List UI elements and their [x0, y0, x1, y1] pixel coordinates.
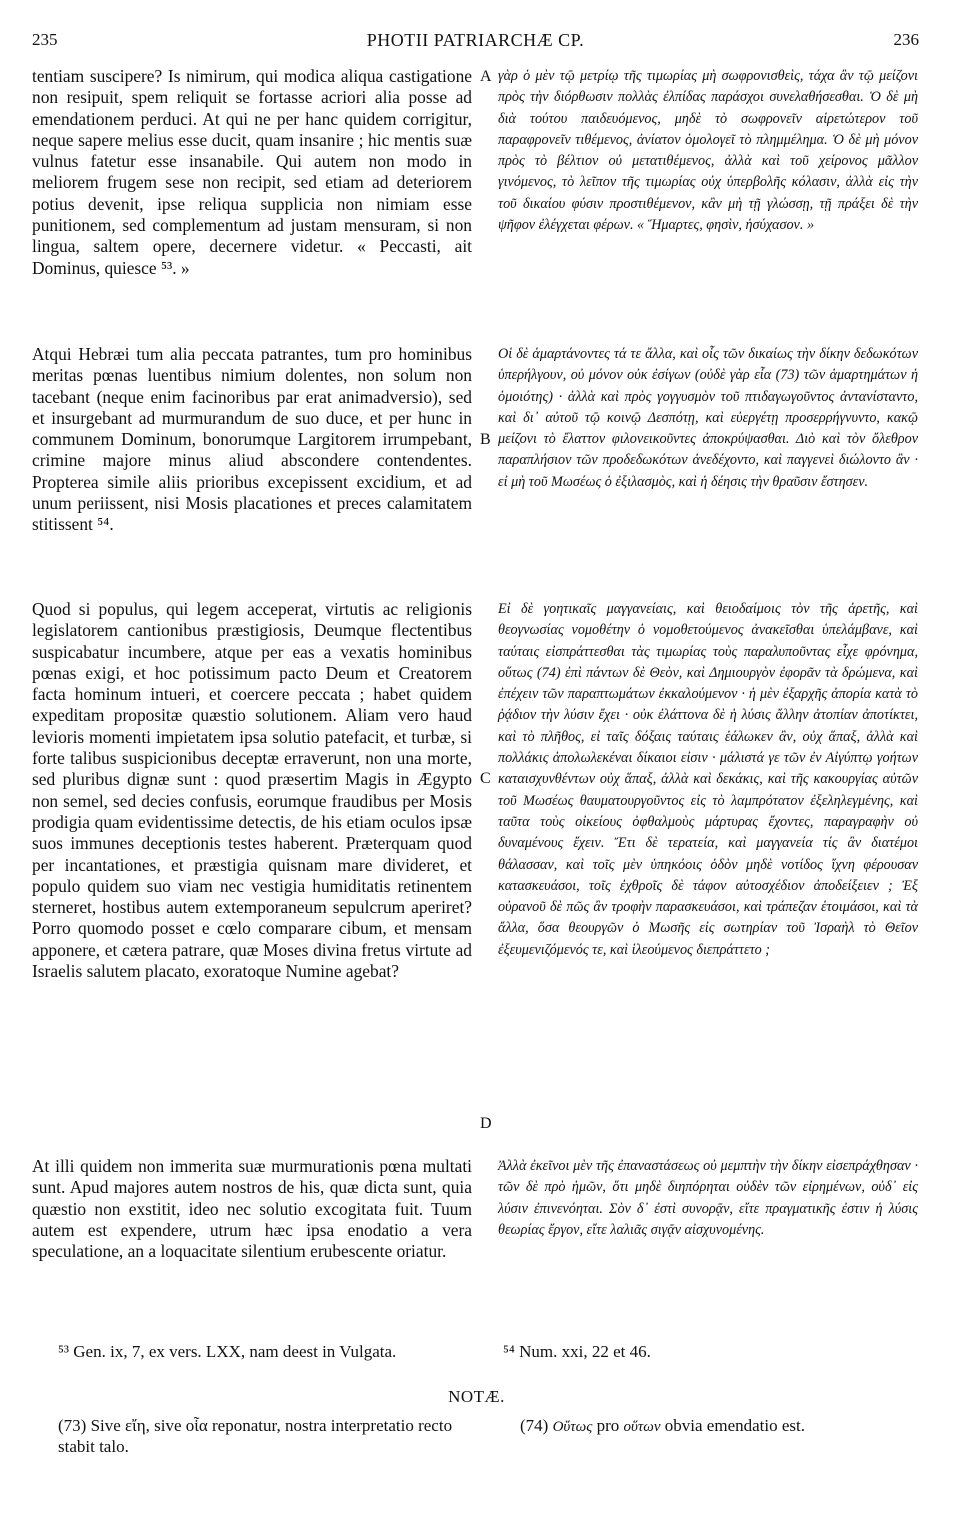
- note-74-text: obvia emendatio est.: [660, 1416, 805, 1435]
- note-74-number: (74): [520, 1416, 553, 1435]
- margin-marker-d: D: [480, 1115, 492, 1132]
- note-74: [520, 1415, 920, 1438]
- page-number-left: 235: [32, 30, 58, 49]
- greek-paragraph-4: Ἀλλὰ ἐκεῖνοι μὲν τῆς ἐπαναστάσεως οὐ μεμπτὴν τὴν δίκην εἰσεπράχθησαν · τῶν δὲ πρὸ ἡμῶν, ὅτι μηδὲ διηπόρηται οὐδὲν τῶν εἰρημένων, οὐδ᾽ εἰς λύσιν ἐπινενόηται. Σὸν δ᾽ ἐστὶ συνορᾷν, εἴτε πραγματικῆς ἐστιν ἡ λύσις θεωρίας ἔργον, εἴτε λαλιᾶς σιγᾷν αἰσχυνομένης.: [498, 1158, 918, 1238]
- latin-paragraph-4: At illi quidem non immerita suæ murmurationis pœna multati sunt. Apud majores autem nostros de his, quæ dicta sunt, quia quæstio non exstitit, ideo nec solutio excogitata fuit. Tuum autem est expendere, utrum hæc ipsa enodatio a vera speculatione, an a loquacitate silentium erubescente oriatur.: [32, 1156, 472, 1262]
- note-74-greek-word-2: οὕτων: [623, 1419, 661, 1435]
- margin-marker-a: A: [480, 68, 492, 85]
- note-74-greek-word-1: Οὕτως: [552, 1419, 593, 1435]
- greek-paragraph-3: Εἰ δὲ γοητικαῖς μαγγανείαις, καὶ θειοδαίμοις τὸν τῆς ἀρετῆς, καὶ θεογνωσίας νομοθέτην ὁ νομοθετούμενος ἀνακεῖσθαι ὑπελάμβανε, καὶ ταύταις εἰσπράττεσθαι τὰς τιμωρίας τοὺς παραλυποῦντας εἶχε φρόνημα, οὕτως (74) ἐπὶ πάντων δὲ Θεὸν, καὶ Δημιουργὸν ἐφορᾶν τὰ δρώμενα, καὶ ἐπέχειν τῶν παραπτωμάτων ἐκκαλούμενον · ἡ μὲν ἐξαρχῆς ἀπορία κατὰ τὸ ῥᾴδιον τὴν λύσιν ἔχει · οὐκ ἐλάττονα δὲ ἡ λύσις ἄλλην ἀτοπίαν ἀποτίκτει, καὶ τὸ πλῆθος, εἰ ταῖς δόξαις ταύταις ἑάλωκεν ἂν, οὐχ ἅπαξ, ἀλλὰ καὶ πολλάκις ἀπολωλεκέναι δίκαιοι εἰσιν · μάλιστά γε τῶν ἐν Αἰγύπτῳ γοήτων καταισχυνθέντων οὐχ ἅπαξ, ἀλλὰ καὶ δεκάκις, καὶ τῆς κακουργίας αὐτῶν τοῦ Μωσέως θαυματουργοῦντος εἰς τὸ λαμπρότατον ἐξεληλεγμένης, καὶ ταῦτα τοὺς οἰκείους ὀφθαλμοὺς μάρτυρας ἔχοντες, παραγραφὴν οὐ δυναμένους ἔχειν. Ἔτι δὲ τερατεία, καὶ μαγγανεία τίς ἂν διατέμοι θάλασσαν, καὶ τοῖς μὲν ὑπηκόοις ὁδὸν μηδὲ νοτίδος ἴχνη φέρουσαν κατασκευάσοι, τοῖς ἐχθροῖς δὲ τάφον αὐτοσχέδιον ἀποδείξειεν ; Ἐξ οὐρανοῦ δὲ πῶς ἂν τροφὴν παρασκευάσοι, καὶ τράπεζαν ἑτοιμάσοι, καὶ τὰ ἄλλα, ὅσα θεουργῶν ὁ Μωσῆς εἰς σωτηρίαν τοῦ Ἰσραὴλ τὸ Θεῖον ἐξευμενιζόμενός τε, καὶ ἱλεούμενος διεπράττετο ;: [498, 601, 918, 958]
- latin-paragraph-1: tentiam suscipere? Is nimirum, qui modica aliqua castigatione non resipuit, spem reliquit se fortasse acriori alia posse ad emendationem perduci. At qui ne per hanc quidem corrigitur, neque sapere melius esse ducit, quam insanire ; hic mentis suæ vulnus fatetur esse insanabile. Qui autem non modo in meliorem frugem sese non recipit, sed etiam ad deteriorem potius devenit, ipse reliqua supplicia non nimiam esse punitionem, sed complementum ad justam mensuram, si non lingua, saltem opere, decernere videtur. « Peccasti, ait Dominus, quiesce ⁵³. »: [32, 66, 472, 278]
- page-number-right: 236: [893, 30, 919, 49]
- greek-paragraph-1: γὰρ ὁ μὲν τῷ μετρίῳ τῆς τιμωρίας μὴ σωφρονισθεὶς, τάχα ἂν τῷ μείζονι πρὸς τὴν διόρθωσιν πολλὰς ἐλπίδας παράσχοι συνελαθήσεσθαι. Ὁ δὲ μὴ διὰ τούτου παιδευόμενος, μηδὲ τὸ σωφρονεῖν αἱρετώτερον τοῦ παραφρονεῖν τιθέμενος, ἀνίατον ὁμολογεῖ τὸ πλημμέλημα. Ὁ δὲ μὴ μόνον πρὸς τὸ βέλτιον οὐ μετατιθέμενος, ἀλλὰ καὶ τοῦ χείρονος μᾶλλον γινόμενος, τὸ λεῖπον τῆς τιμωρίας οὐχ ὑπερβολῆς κόλασιν, ἀλλὰ εἰς τὴν τοῦ δικαίου φύσιν προστιθέμενον, κἂν μὴ τῇ γλώσσῃ, τῇ πράξει δὲ τὴν ψῆφον ἐλέγχεται φέρων. « Ἥμαρτες, φησὶν, ἡσύχασον. »: [498, 68, 918, 234]
- running-title: PHOTII PATRIARCHÆ CP.: [366, 30, 585, 50]
- greek-paragraph-2: Οἱ δὲ ἁμαρτάνοντες τά τε ἄλλα, καὶ οἷς τῶν δικαίως τὴν δίκην δεδωκότων ὑπερήλγουν, οὐ μόνον οὐκ ἐσίγων (οὐδὲ γὰρ εἶα (73) τῶν ἁμαρτημάτων ἡ ὁμοιότης) · ἀλλὰ καὶ πρὸς γογγυσμὸν τοῦ πτιδαγωγοῦντος ἀντανίσταντο, καὶ δι᾽ αὐτοῦ τῷ κοινῷ Δεσπότῃ, καὶ εὐεργέτῃ προσερρήγνυντο, κακῷ μείζονι τὸ ἔλαττον φιλονεικοῦντες ἀποκρύψασθαι. Διὸ καὶ τὸν ὄλεθρον παραπλήσιον τῶν προδεδωκότων ἀνεδέχοντο, καὶ παγγενεὶ διώλοντο ἂν · εἰ μὴ τοῦ Μωσέως ὁ ἐξιλασμὸς, καὶ ἡ δέησις τὴν θραῦσιν ἔστησεν.: [498, 346, 918, 490]
- margin-marker-c: C: [480, 770, 491, 787]
- latin-paragraph-2: Atqui Hebræi tum alia peccata patrantes, tum pro hominibus meritas pœnas luentibus nimium dolentes, non solum non tacebant (neque enim facinoribus par erat animadversio), sed et insurgebant ad murmurandum de suo duce, et per hunc in communem Dominum, bonorumque Largitorem irrumpebant, crimine majore minus aliud abscondere contendentes. Propterea simile aliis prioribus excepissent excidium, et ad unum periissent, nisi Mosis placationes et preces calamitatem stitissent ⁵⁴.: [32, 344, 472, 535]
- note-74-connector: pro: [592, 1416, 624, 1435]
- latin-paragraph-3: Quod si populus, qui legem acceperat, virtutis ac religionis legislatorem cantionibus præstigiosis, Deumque flectentibus suspicabatur incumbere, atque per eas a vexatis hominibus pœnas exigi, et hoc potissimum pacto Deum et Creatorem facta hominum intueri, et coercere peccata ; habet quidem expeditam propositæ quæstio solutionem. Aliam vero haud levioris momenti impietatem ipsa solutio patefacit, et turbæ, si forte talibus suspicionibus deceptæ erraverunt, non una morte, sed pluribus dignæ sunt : quod præsertim Magis in Ægypto non semel, sed decies confusis, eorumque fraudibus per Mosis prodigia quam evidentissime detectis, de his etiam oculos ipsæ suos immunes deceptionis testes haberent. Præterquam quod per incantationes, et præstigia quisnam mare divideret, et populo quidem suo viam nec vestigia humiditatis retinentem sterneret, hostibus autem extemporaneum sepulcrum aperiret? Porro quomodo posset e cœlo comparare cibum, et mensam apponere, et cætera patrare, quæ Moses divina fretus virtute ad Israelis salutem placato, exoratoque Numine agebat?: [32, 599, 472, 982]
- notes-heading: NOTÆ.: [448, 1387, 505, 1406]
- margin-marker-b: B: [480, 431, 491, 448]
- note-73: (73) Sive εἴη, sive οἷα reponatur, nostra interpretatio recto stabit talo.: [58, 1416, 453, 1456]
- footnote-54: ⁵⁴ Num. xxi, 22 et 46.: [503, 1342, 651, 1361]
- footnote-53: ⁵³ Gen. ix, 7, ex vers. LXX, nam deest in Vulgata.: [58, 1342, 397, 1361]
- page-header: [32, 30, 919, 56]
